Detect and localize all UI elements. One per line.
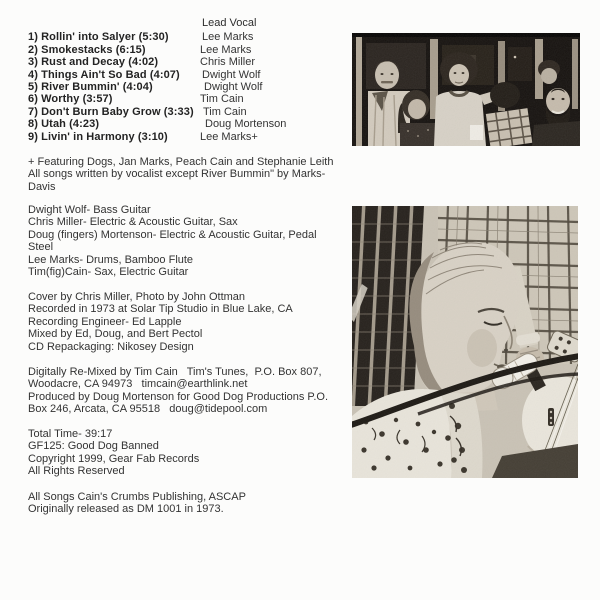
track-title: 6) Worthy (3:57)	[28, 93, 113, 106]
text-line: Tim(fig)Cain- Sax, Electric Guitar	[28, 266, 189, 279]
text-line: Recording Engineer- Ed Lapple	[28, 315, 182, 328]
text-line: All Songs Cain's Crumbs Publishing, ASCAP	[28, 491, 246, 503]
release-info	[28, 428, 199, 478]
track-vocal: Lee Marks	[200, 43, 252, 56]
track-row	[28, 93, 350, 105]
track-title: 2) Smokestacks (6:15)	[28, 43, 146, 56]
text-line: Davis	[28, 180, 56, 193]
musician-credits	[28, 204, 317, 278]
track-vocal: Lee Marks+	[200, 130, 258, 143]
text-line: Recorded in 1973 at Solar Tip Studio in Blue Lake, CA	[28, 303, 293, 316]
text-line: All songs written by vocalist except River Bummin" by Marks-	[28, 168, 326, 181]
band-group-photo	[352, 33, 580, 146]
track-title: 9) Livin' in Harmony (3:10)	[28, 130, 168, 143]
text-line: Woodacre, CA 94973 timcain@earthlink.net	[28, 378, 248, 391]
tracklist	[28, 17, 350, 143]
track-vocal: Dwight Wolf	[202, 68, 261, 81]
track-row	[28, 31, 350, 43]
text-line: Mixed by Ed, Doug, and Bert Pectol	[28, 328, 203, 341]
track-vocal: Chris Miller	[200, 56, 255, 69]
track-vocal: Tim Cain	[200, 93, 244, 106]
text-line: + Featuring Dogs, Jan Marks, Peach Cain and Stephanie Leith	[28, 156, 334, 168]
text-line: Produced by Doug Mortenson for Good Dog Productions P.O.	[28, 390, 329, 403]
text-line: CD Repackaging: Nikosey Design	[28, 340, 194, 353]
track-title: 7) Don't Burn Baby Grow (3:33)	[28, 105, 194, 118]
text-line: Copyright 1999, Gear Fab Records	[28, 452, 200, 465]
singer-closeup-photo	[352, 206, 578, 478]
text-line: Cover by Chris Miller, Photo by John Ottman	[28, 291, 246, 303]
text-line: Lee Marks- Drums, Bamboo Flute	[28, 253, 194, 266]
text-line: Originally released as DM 1001 in 1973.	[28, 503, 224, 516]
production-credits	[28, 291, 293, 353]
track-vocal: Tim Cain	[203, 105, 247, 118]
track-row	[28, 56, 350, 68]
track-row	[28, 44, 350, 56]
track-row	[28, 131, 350, 143]
track-row	[28, 118, 350, 130]
track-title: 1) Rollin' into Salyer (5:30)	[28, 31, 169, 44]
text-line: All Rights Reserved	[28, 465, 125, 478]
track-title: 4) Things Ain't So Bad (4:07)	[28, 68, 180, 81]
text-line: Total Time- 39:17	[28, 428, 113, 440]
track-row	[28, 69, 350, 81]
track-title: 5) River Bummin' (4:04)	[28, 81, 153, 94]
track-row	[28, 81, 350, 93]
featuring-note	[28, 156, 333, 193]
text-line: Digitally Re-Mixed by Tim Cain Tim's Tunes, P.O. Box 807,	[28, 366, 322, 378]
track-vocal: Lee Marks	[202, 31, 254, 44]
text-line: Box 246, Arcata, CA 95518 doug@tidepool.com	[28, 403, 268, 416]
track-vocal: Dwight Wolf	[204, 81, 263, 94]
text-line: Steel	[28, 241, 54, 254]
lead-vocal-column-header: Lead Vocal	[202, 17, 257, 29]
track-vocal: Doug Mortenson	[205, 118, 287, 131]
track-title: 8) Utah (4:23)	[28, 118, 100, 131]
track-title: 3) Rust and Decay (4:02)	[28, 56, 159, 69]
publishing-info	[28, 491, 246, 516]
remix-contact-info	[28, 366, 328, 416]
text-line: Chris Miller- Electric & Acoustic Guitar, Sax	[28, 216, 238, 229]
track-row	[28, 106, 350, 118]
text-line: GF125: Good Dog Banned	[28, 440, 159, 453]
text-line: Doug (fingers) Mortenson- Electric & Acoustic Guitar, Pedal	[28, 228, 317, 241]
text-line: Dwight Wolf- Bass Guitar	[28, 204, 151, 216]
